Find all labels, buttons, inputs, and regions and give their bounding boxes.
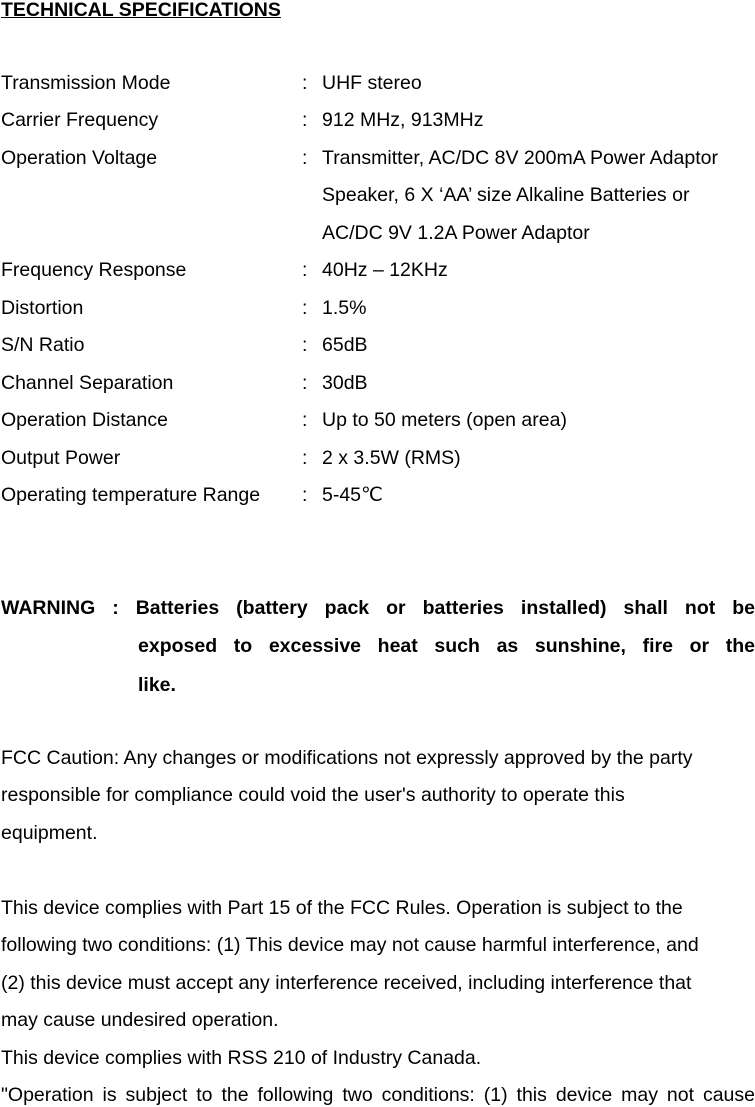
spec-colon: : [302, 334, 308, 356]
spec-label: Output Power [1, 447, 121, 469]
spec-colon: : [302, 372, 308, 394]
warning-line: exposed to excessive heat such as sunshine, fire or the [138, 635, 755, 657]
paragraph-line: (2) this device must accept any interference received, including interference that [1, 972, 692, 994]
spec-row-operation-distance [0, 408, 755, 432]
spec-value-continuation: AC/DC 9V 1.2A Power Adaptor [322, 222, 590, 244]
spec-colon: : [302, 409, 308, 431]
spec-label: Frequency Response [1, 259, 187, 281]
spec-colon: : [302, 147, 308, 169]
spec-value: 1.5% [322, 297, 367, 319]
warning-line: like. [138, 674, 176, 696]
spec-label: Distortion [1, 297, 84, 319]
spec-value: Transmitter, AC/DC 8V 200mA Power Adaptor [322, 147, 718, 169]
spec-label: S/N Ratio [1, 334, 85, 356]
spec-row-sn-ratio [0, 333, 755, 357]
paragraph-line: may cause undesired operation. [1, 1009, 279, 1031]
spec-value: 5-45℃ [322, 484, 383, 506]
spec-label: Channel Separation [1, 372, 174, 394]
spec-colon: : [302, 72, 308, 94]
spec-colon: : [302, 109, 308, 131]
spec-value: 912 MHz, 913MHz [322, 109, 484, 131]
spec-label: Operating temperature Range [1, 484, 261, 506]
spec-row-frequency-response [0, 258, 755, 282]
spec-colon: : [302, 297, 308, 319]
paragraph-line: This device complies with RSS 210 of Industry Canada. [1, 1047, 482, 1069]
warning-line: WARNING : Batteries (battery pack or batteries installed) shall not be [1, 597, 755, 619]
spec-label: Carrier Frequency [1, 109, 159, 131]
spec-row-transmission-mode [0, 71, 755, 95]
spec-row-distortion [0, 296, 755, 320]
page-title: TECHNICAL SPECIFICATIONS [1, 0, 281, 21]
spec-colon: : [302, 259, 308, 281]
spec-row-carrier-frequency [0, 108, 755, 132]
spec-value: UHF stereo [322, 72, 422, 94]
spec-value-continuation: Speaker, 6 X ‘AA’ size Alkaline Batteries or [322, 184, 690, 206]
spec-label: Transmission Mode [1, 72, 171, 94]
spec-colon: : [302, 484, 308, 506]
spec-label: Operation Voltage [1, 147, 158, 169]
paragraph-line: responsible for compliance could void the user's authority to operate this [1, 784, 625, 806]
spec-row-channel-separation [0, 371, 755, 395]
spec-value: 40Hz – 12KHz [322, 259, 448, 281]
paragraph-line: FCC Caution: Any changes or modifications not expressly approved by the party [1, 747, 693, 769]
spec-value: Up to 50 meters (open area) [322, 409, 567, 431]
spec-value: 2 x 3.5W (RMS) [322, 447, 461, 469]
spec-row-output-power [0, 446, 755, 470]
spec-value: 65dB [322, 334, 368, 356]
paragraph-line: following two conditions: (1) This device may not cause harmful interference, and [1, 934, 699, 956]
paragraph-line: This device complies with Part 15 of the FCC Rules. Operation is subject to the [1, 897, 683, 919]
paragraph-line: "Operation is subject to the following two conditions: (1) this device may not cause [1, 1084, 755, 1106]
paragraph-line: equipment. [1, 822, 98, 844]
spec-colon: : [302, 447, 308, 469]
spec-row-operation-voltage [0, 146, 755, 170]
spec-label: Operation Distance [1, 409, 168, 431]
spec-value: 30dB [322, 372, 368, 394]
spec-row-operating-temperature [0, 483, 755, 507]
